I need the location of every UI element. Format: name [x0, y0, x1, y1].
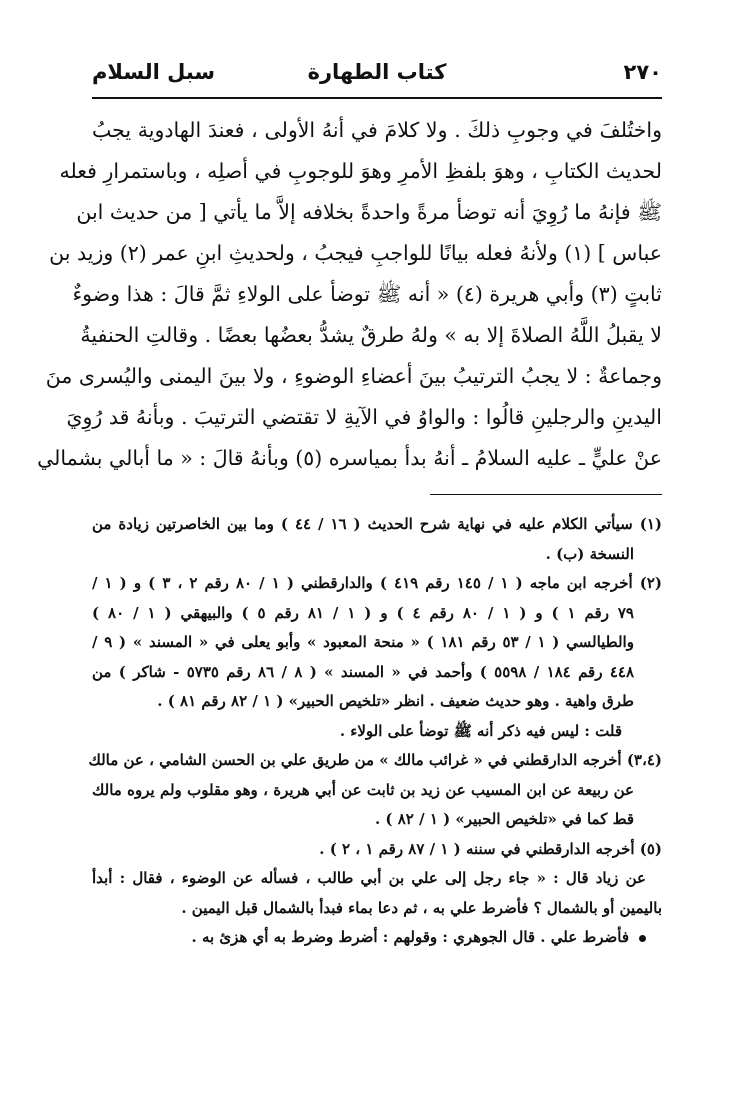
page-number: ٢٧٠ — [623, 60, 662, 84]
main-text — [37, 110, 662, 479]
footnote-bullet-text: فأضرط علي . قال الجوهري : وقولهم : أضرط وضرط به أي هزئ به . — [191, 928, 629, 946]
footnote-line: قط كما في «تلخيص الحبير» ( ١ / ٨٢ ) . — [374, 810, 634, 828]
book-title: سبل السلام — [92, 60, 216, 84]
main-text-line: لا يقبلُ اللَّهُ الصلاةَ إلا به » ولهُ طرقٌ يشدُّ بعضُها بعضًا . وقالتِ الحنفيةُ — [80, 323, 662, 347]
footnote-line: (١) سيأتي الكلام عليه في نهاية شرح الحديث ( ١٦ / ٤٤ ) وما بين الخاصرتين زيادة من — [92, 515, 662, 533]
main-text-line: عنْ عليٍّ ـ عليه السلامُ ـ أنهُ بدأ بمياسره (٥) وبأنهُ قالَ : « ما أبالي بشمالي — [37, 446, 662, 470]
footnote-line: ٤٤٨ رقم ١٨٤ / ٥٥٩٨ ) وأحمد في « المسند » ( ٨ / ٨٦ رقم ٥٧٣٥ - شاكر ) من — [92, 662, 634, 681]
header-rule — [92, 97, 662, 99]
running-header — [92, 58, 662, 96]
footnote-line: طرق واهية . وهو حديث ضعيف . انظر «تلخيص الحبير» ( ١ / ٨٢ رقم ٨١ ) . — [157, 692, 634, 710]
footnote-line: عن زياد قال : « جاء رجل إلى علي بن أبي طالب ، فسأله عن الوضوء ، فقال : أبدأ — [92, 869, 646, 887]
main-text-line: لحديث الكتابِ ، وهوَ بلفظِ الأمرِ وهوَ للوجوبِ في أصلِه ، وباستمرارِ فعله — [59, 159, 662, 183]
bullet-icon — [639, 935, 646, 942]
main-text-line: واختُلفَ في وجوبِ ذلكَ . ولا كلامَ في أنهُ الأولى ، فعندَ الهادوية يجبُ — [92, 118, 662, 142]
footnote-separator — [430, 494, 662, 495]
footnote-line: عن ربيعة عن ابن المسيب عن زيد بن ثابت عن أبي هريرة ، وهو مقلوب ولم يروه مالك — [92, 780, 634, 799]
main-text-line: وجماعةٌ : لا يجبُ الترتيبُ بينَ أعضاءِ الوضوءِ ، ولا بينَ اليمنى واليُسرى منَ — [45, 364, 662, 388]
main-text-line: ثابتٍ (٣) وأبي هريرة (٤) « أنه ﷺ توضأ على الولاءِ ثمَّ قالَ : هذا وضوءٌ — [72, 282, 662, 306]
chapter-title: كتاب الطهارة — [307, 60, 447, 84]
footnote-line: النسخة (ب) . — [545, 544, 634, 563]
footnote-line: (٣،٤) أخرجه الدارقطني في « غرائب مالك » من طريق علي بن الحسن الشامي ، عن مالك — [88, 751, 662, 769]
footnote-line: قلت : ليس فيه ذكر أنه ﷺ توضأ على الولاء . — [339, 721, 622, 740]
footnote-line: ٧٩ رقم ١ ) و ( ١ / ٨٠ رقم ٤ ) و ( ١ / ٨١ رقم ٥ ) والبيهقي ( ١ / ٨٠ ) — [92, 603, 634, 622]
footnote-line: والطيالسي ( ١ / ٥٣ رقم ١٨١ ) « منحة المعبود » وأبو يعلى في « المسند » ( ٩ / — [92, 633, 634, 651]
main-text-line: عباس ] (١) ولأنهُ فعله بيانًا للواجبِ فيجبُ ، ولحديثِ ابنِ عمر (٢) وزيد بن — [49, 241, 662, 265]
footnotes — [88, 510, 662, 953]
footnote-bullet-line — [92, 923, 662, 953]
footnote-line: باليمين أو بالشمال ؟ فأضرط علي به ، ثم دعا بماء فبدأ بالشمال قبل اليمين . — [181, 898, 662, 917]
footnote-line: (٢) أخرجه ابن ماجه ( ١ / ١٤٥ رقم ٤١٩ ) والدارقطني ( ١ / ٨٠ رقم ٢ ، ٣ ) و ( ١ / — [92, 574, 662, 592]
footnote-line: (٥) أخرجه الدارقطني في سننه ( ١ / ٨٧ رقم ١ ، ٢ ) . — [319, 839, 662, 858]
main-text-line: ﷺ فإنهُ ما رُوِيَ أنه توضأ مرةً واحدةً بخلافه إلاَّ ما يأتي [ من حديث ابن — [76, 200, 662, 224]
main-text-line: اليدينِ والرجلينِ قالُوا : والواوُ في الآيةِ لا تقتضي الترتيبَ . وبأنهُ قد رُوِيَ — [66, 405, 662, 429]
